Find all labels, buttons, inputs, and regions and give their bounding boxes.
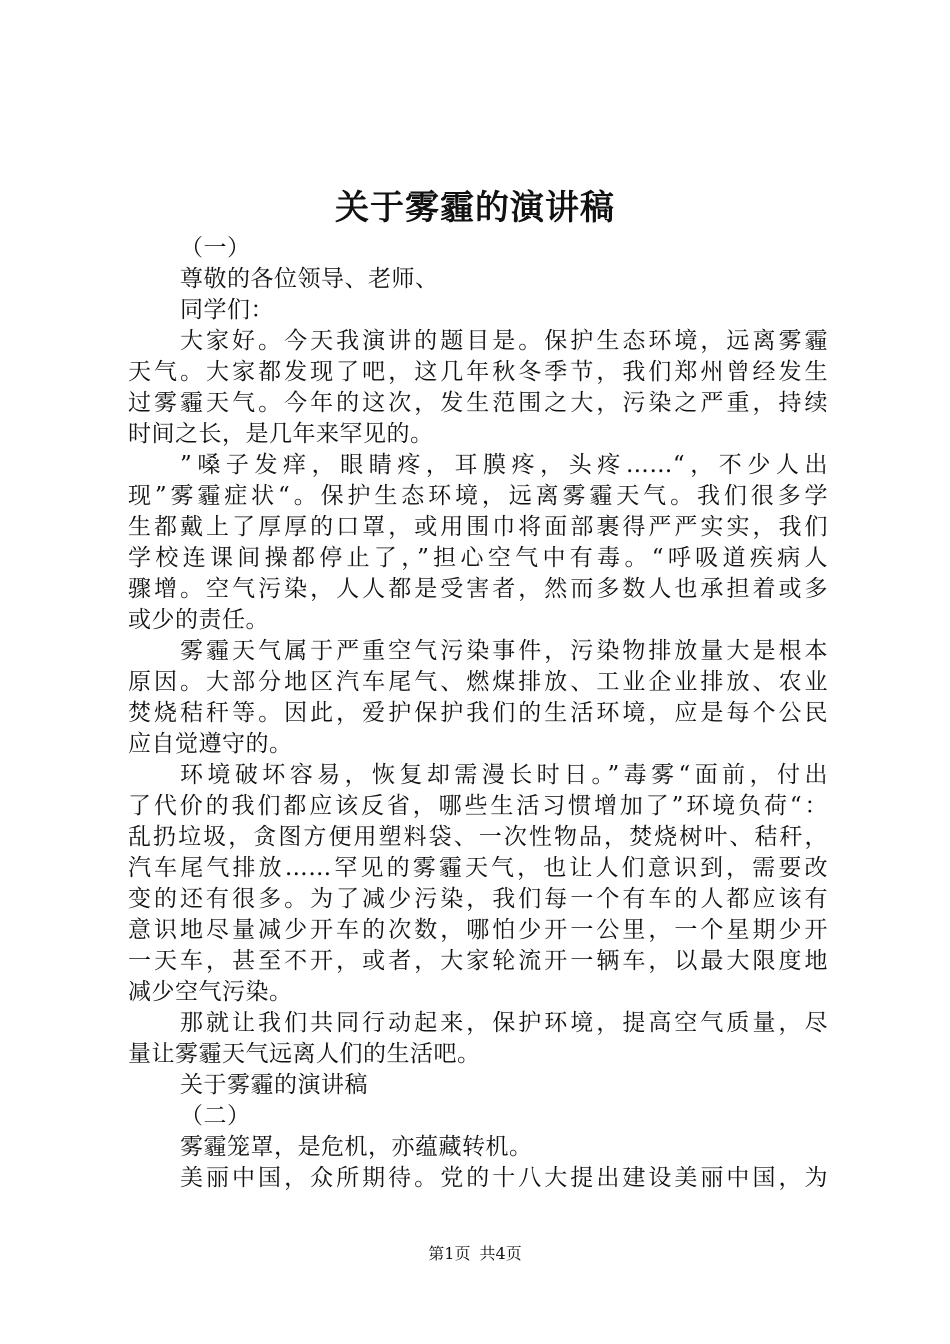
text-line: 骤增。空气污染，人人都是受害者，然而多数人也承担着或多 bbox=[128, 576, 828, 602]
text-line: ”嗓子发痒，眼睛疼，耳膜疼，头疼……“，不少人出 bbox=[180, 452, 828, 478]
text-line: 学校连课间操都停止了，”担心空气中有毒。“呼吸道疾病人 bbox=[128, 545, 828, 571]
text-line: 量让雾霾天气远离人们的生活吧。 bbox=[128, 1041, 481, 1067]
text-line: 了代价的我们都应该反省，哪些生活习惯增加了”环境负荷“： bbox=[128, 793, 828, 819]
text-line: 关于雾霾的演讲稿 bbox=[180, 1072, 368, 1098]
text-line: 美丽中国，众所期待。党的十八大提出建设美丽中国，为 bbox=[180, 1165, 828, 1191]
text-line: 变的还有很多。为了减少污染，我们每一个有车的人都应该有 bbox=[128, 886, 828, 912]
page-total: 共4页 bbox=[479, 1244, 522, 1263]
text-line: 天气。大家都发现了吧，这几年秋冬季节，我们郑州曾经发生 bbox=[128, 359, 828, 385]
text-line: 时间之长，是几年来罕见的。 bbox=[128, 421, 434, 447]
text-line: 现”雾霾症状“。保护生态环境，远离雾霾天气。我们很多学 bbox=[128, 483, 828, 509]
text-line: 同学们： bbox=[180, 297, 274, 323]
text-line: 汽车尾气排放……罕见的雾霾天气，也让人们意识到，需要改 bbox=[128, 855, 828, 881]
page-footer bbox=[0, 1243, 950, 1265]
text-line: （一） bbox=[180, 235, 251, 261]
text-line: 应自觉遵守的。 bbox=[128, 731, 293, 757]
text-line: 乱扔垃圾，贪图方便用塑料袋、一次性物品，焚烧树叶、秸秆， bbox=[128, 824, 828, 850]
document-body bbox=[128, 233, 828, 1194]
text-line: 一天车，甚至不开，或者，大家轮流开一辆车，以最大限度地 bbox=[128, 948, 828, 974]
text-line: 或少的责任。 bbox=[128, 607, 269, 633]
text-line: 意识地尽量减少开车的次数，哪怕少开一公里，一个星期少开 bbox=[128, 917, 828, 943]
text-line: 尊敬的各位领导、老师、 bbox=[180, 266, 439, 292]
document-title: 关于雾霾的演讲稿 bbox=[335, 188, 615, 228]
text-line: 环境破坏容易，恢复却需漫长时日。”毒雾“面前，付出 bbox=[180, 762, 828, 788]
text-line: 大家好。今天我演讲的题目是。保护生态环境，远离雾霾 bbox=[180, 328, 828, 354]
text-line: 那就让我们共同行动起来，保护环境，提高空气质量，尽 bbox=[180, 1010, 828, 1036]
text-line: 雾霾天气属于严重空气污染事件，污染物排放量大是根本 bbox=[180, 638, 828, 664]
text-line: 雾霾笼罩，是危机，亦蕴藏转机。 bbox=[180, 1134, 533, 1160]
page-number: 第1页 bbox=[428, 1244, 471, 1263]
text-line: 原因。大部分地区汽车尾气、燃煤排放、工业企业排放、农业 bbox=[128, 669, 828, 695]
text-line: （二） bbox=[180, 1103, 251, 1129]
text-line: 减少空气污染。 bbox=[128, 979, 293, 1005]
text-line: 焚烧秸秆等。因此，爱护保护我们的生活环境，应是每个公民 bbox=[128, 700, 828, 726]
text-line: 生都戴上了厚厚的口罩，或用围巾将面部裹得严严实实，我们 bbox=[128, 514, 828, 540]
text-line: 过雾霾天气。今年的这次，发生范围之大，污染之严重，持续 bbox=[128, 390, 828, 416]
